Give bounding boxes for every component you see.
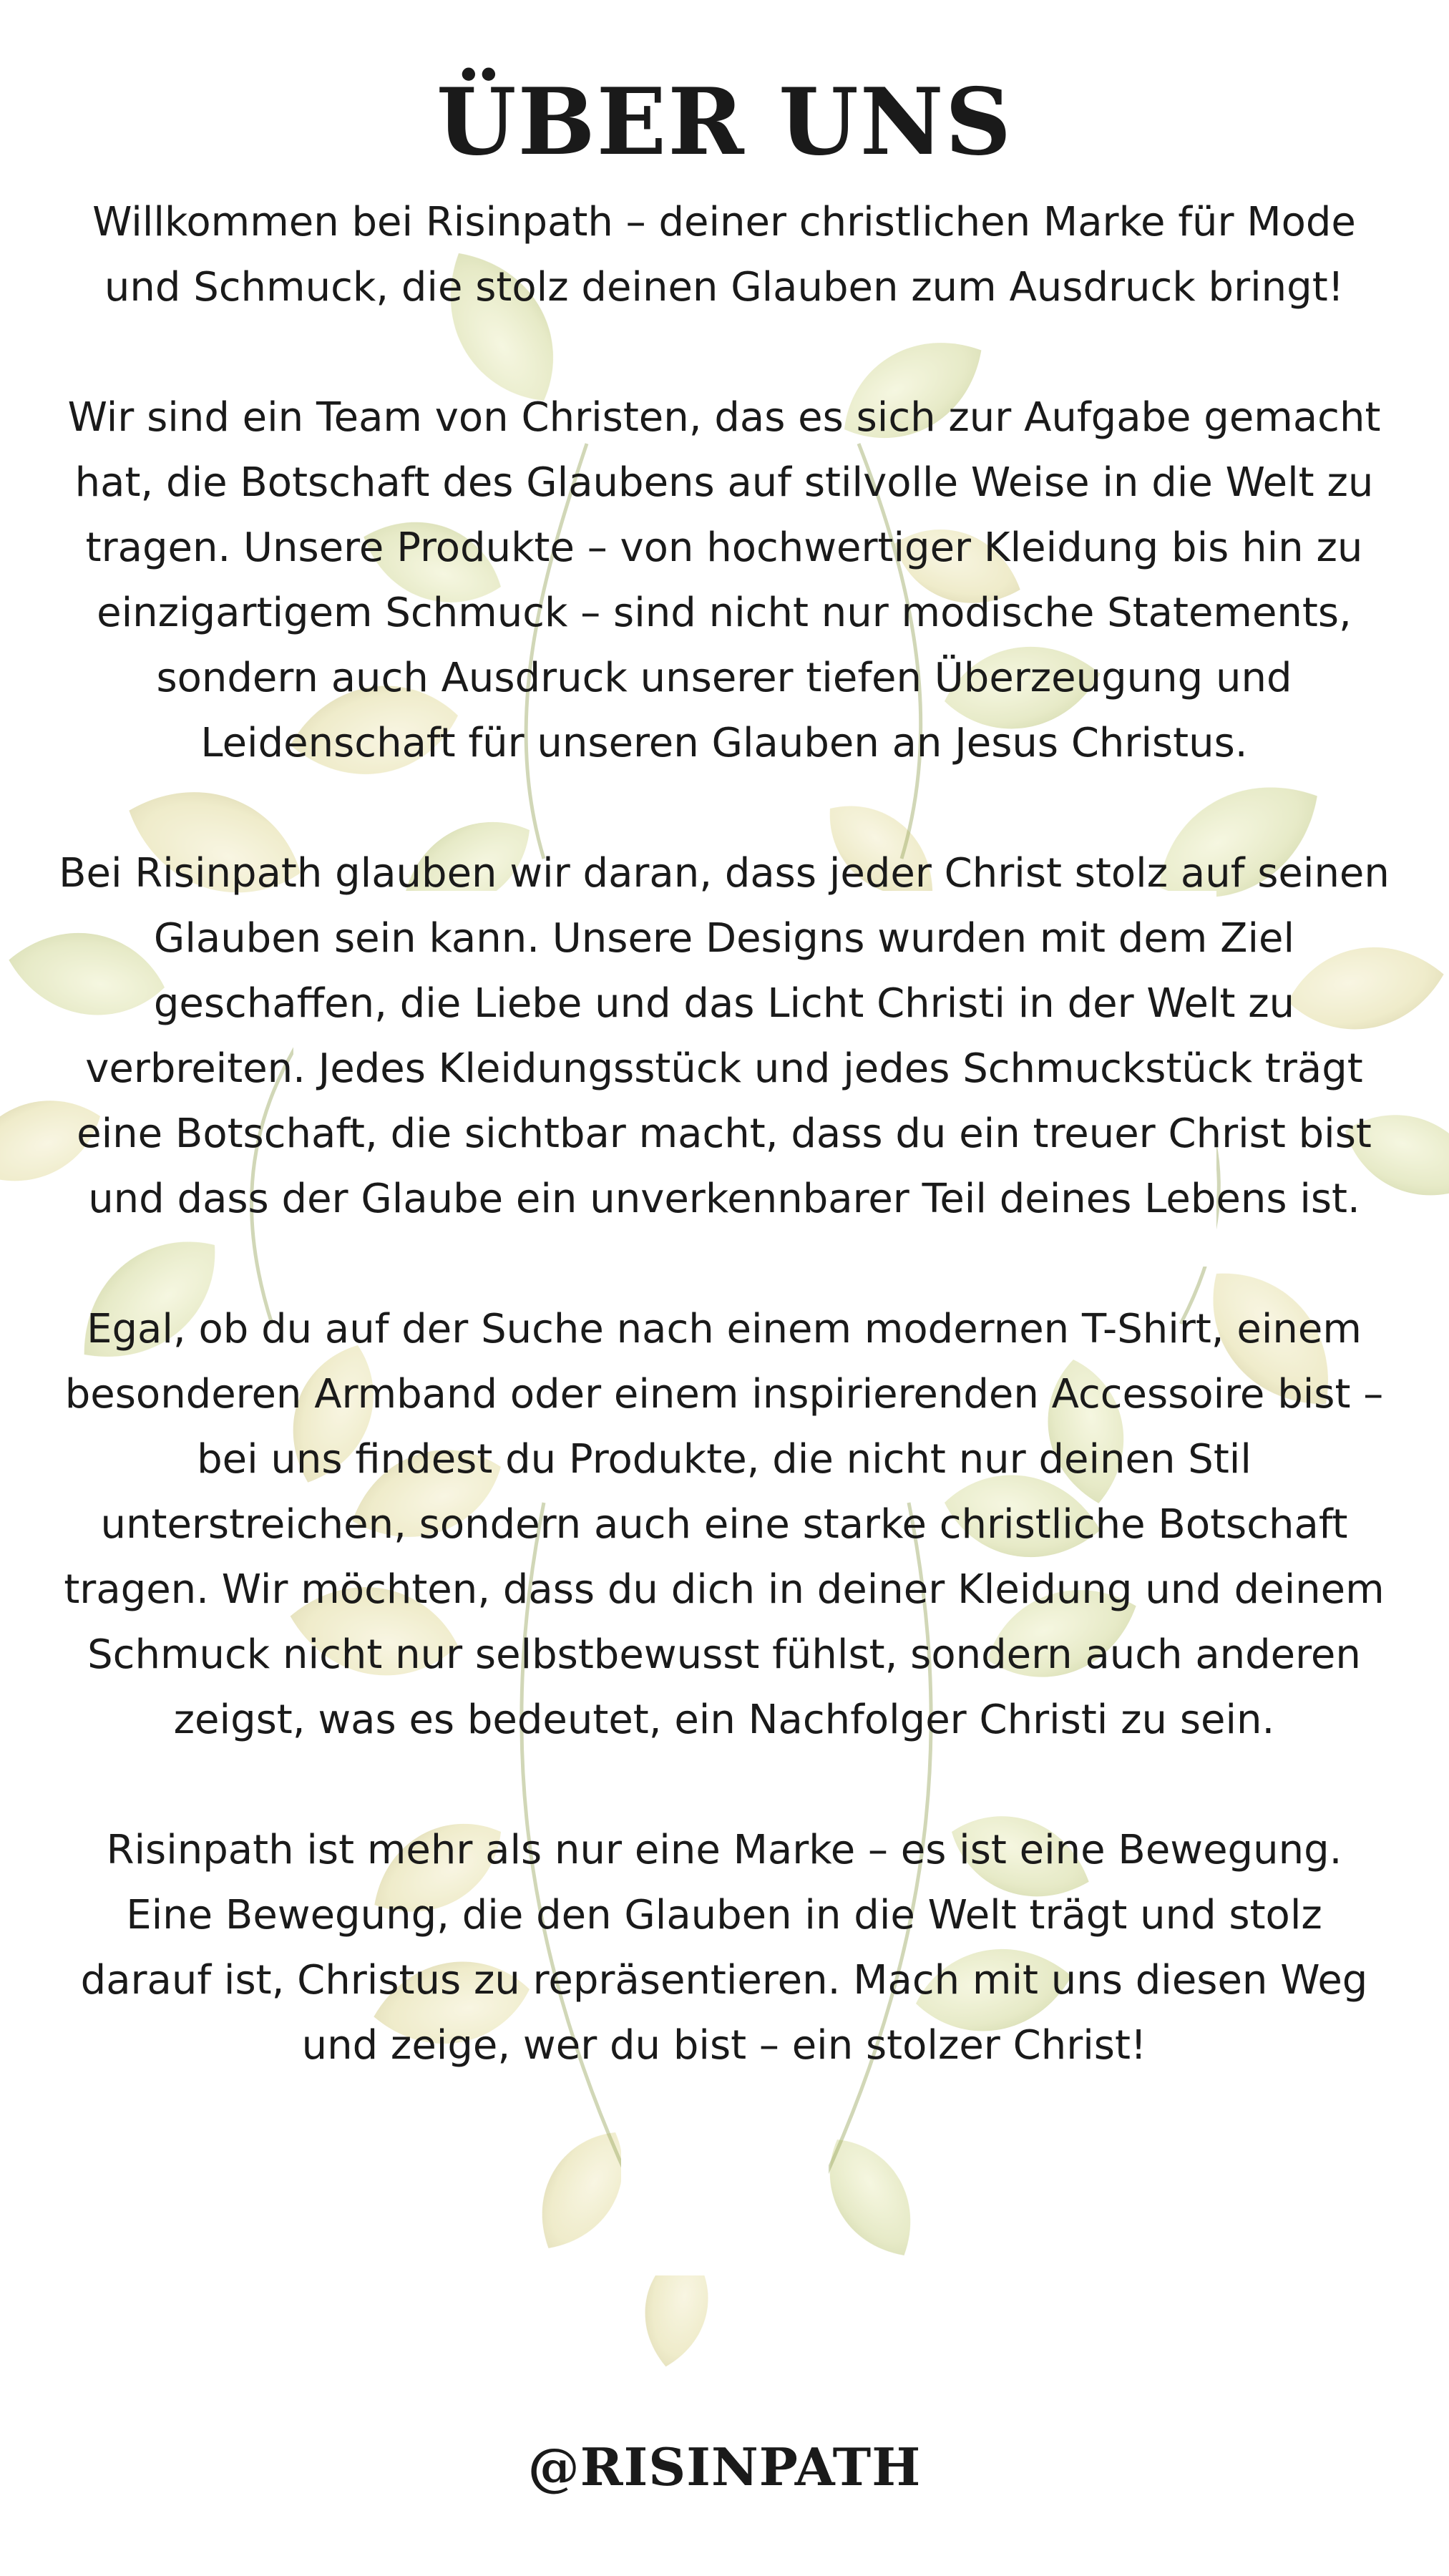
page-title: ÜBER UNS: [436, 69, 1013, 176]
paragraph-belief: Bei Risinpath glauben wir daran, dass jeder Christ stolz auf seinen Glauben sein kann. Unsere Designs wurden mit dem Ziel geschaffen, die Liebe und das Licht Christi in der Welt zu verbreiten. Jedes Kleidungsstück und jedes Schmuckstück trägt eine Botschaft, die sichtbar macht, dass du ein treuer Christ bist und dass der Glaube ein unverkennbarer Teil deines Lebens ist.: [59, 850, 1390, 1222]
paragraph-movement: Risinpath ist mehr als nur eine Marke – es ist eine Bewegung. Eine Bewegung, die den Glauben in die Welt trägt und stolz darauf ist, Christus zu repräsentieren. Mach mit uns diesen Weg und zeige, wer du bist – ein stolzer Christ!: [80, 1827, 1368, 2069]
about-text: [59, 190, 1390, 2078]
paragraph-intro: Willkommen bei Risinpath – deiner christlichen Marke für Mode und Schmuck, die stolz deinen Glauben zum Ausdruck bringt!: [92, 199, 1356, 311]
paragraph-team: Wir sind ein Team von Christen, das es sich zur Aufgabe gemacht hat, die Botschaft des Glaubens auf stilvolle Weise in die Welt zu tragen. Unsere Produkte – von hochwertiger Kleidung bis hin zu einzigartigem Schmuck – sind nicht nur modische Statements, sondern auch Ausdruck unserer tiefen Überzeugung und Leidenschaft für unseren Glauben an Jesus Christus.: [67, 394, 1381, 766]
social-handle: @RISINPATH: [527, 2436, 922, 2497]
paragraph-products: Egal, ob du auf der Suche nach einem modernen T-Shirt, einem besonderen Armband oder einem inspirierenden Accessoire bist – bei uns findest du Produkte, die nicht nur deinen Stil unterstreichen, sondern auch eine starke christliche Botschaft tragen. Wir möchten, dass du dich in deiner Kleidung und deinem Schmuck nicht nur selbstbewusst fühlst, sondern auch anderen zeigst, was es bedeutet, ein Nachfolger Christi zu sein.: [64, 1306, 1385, 1743]
